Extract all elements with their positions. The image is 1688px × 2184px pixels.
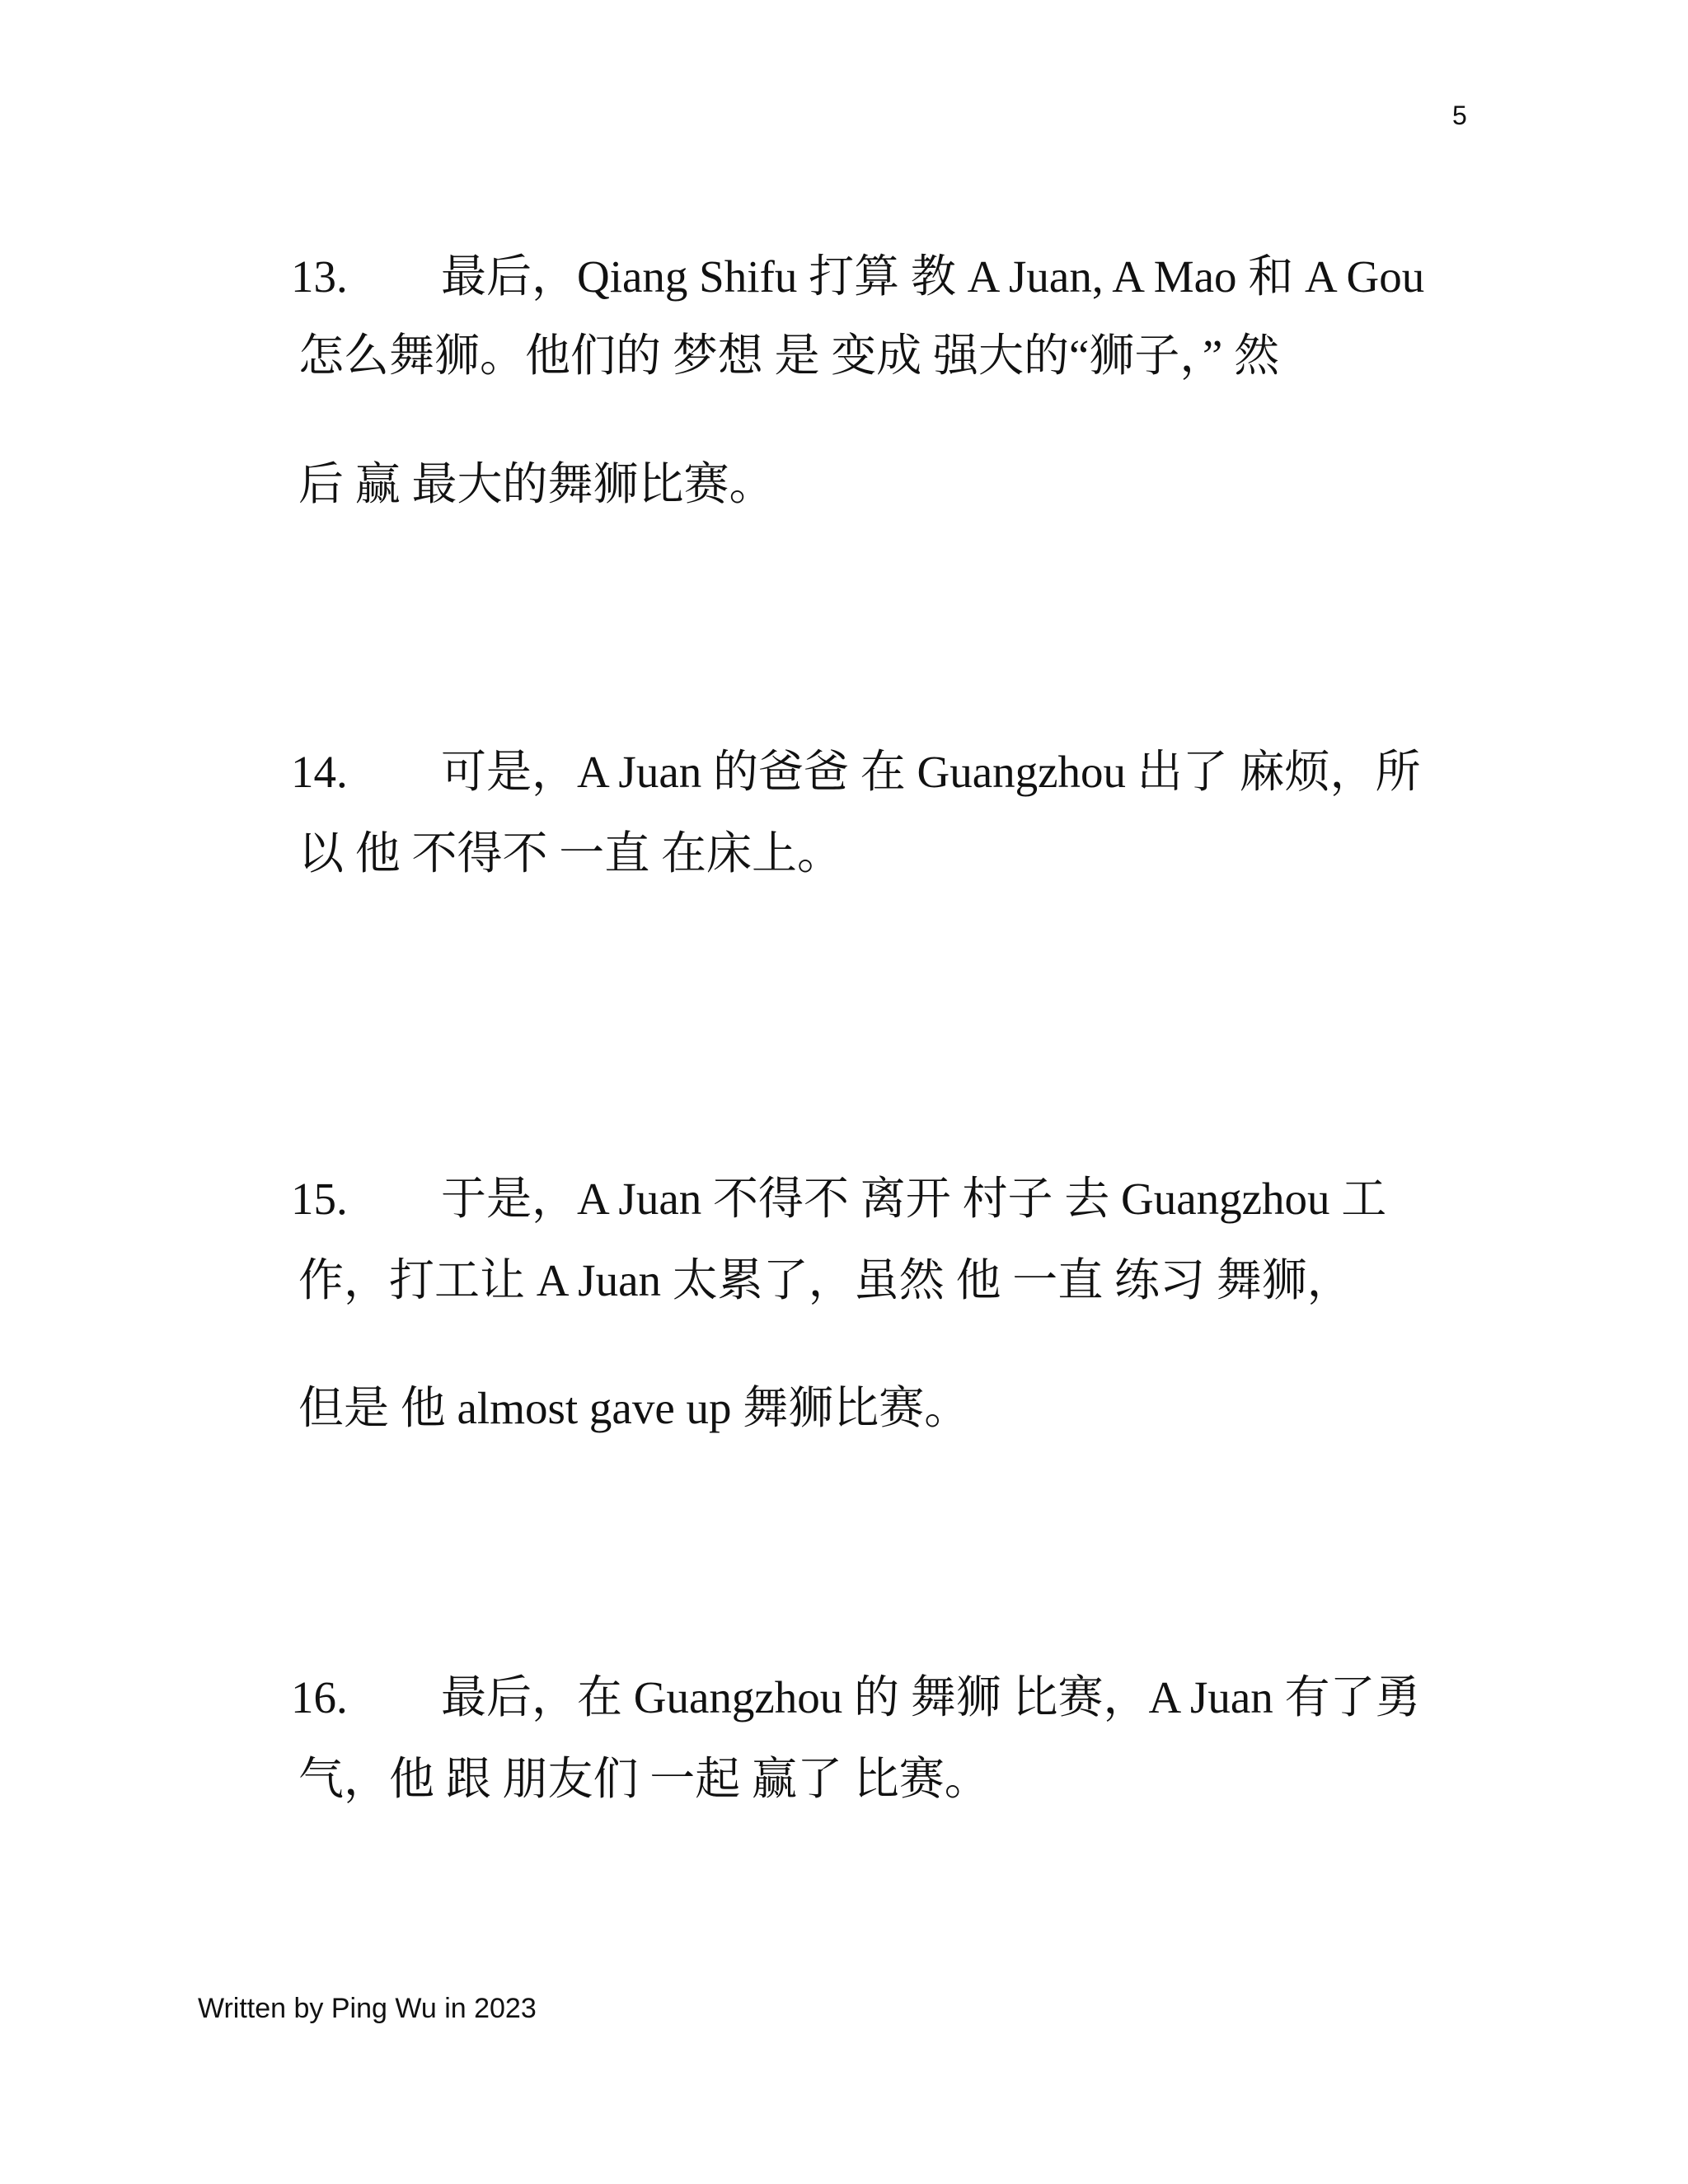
paragraph-number: 15. [291,1174,348,1224]
paragraph-line [246,704,1421,840]
paragraph-line: 作，打工让 A Juan 太累了，虽然 他 一直 练习 舞狮， [298,1255,1353,1305]
paragraph-line: 但是 他 almost gave up 舞狮比赛。 [298,1383,970,1433]
paragraph-line [246,1629,1421,1765]
paragraph-text: 最后，Qiang Shifu 打算 教 A Juan, A Mao 和 A Gou [441,251,1425,302]
paragraph-line [246,1131,1386,1267]
paragraph-line: 以 他 不得不 一直 在床上。 [298,828,843,879]
paragraph-line: 怎么舞狮。他们的 梦想 是 变成 强大的“狮子，” 然 [298,330,1280,381]
paragraph-line: 后 赢 最大的舞狮比赛。 [298,459,775,509]
paragraph-text: 可是，A Juan 的爸爸 在 Guangzhou 出了 麻烦，所 [441,747,1421,797]
paragraph-number: 14. [291,747,348,797]
paragraph-text: 最后，在 Guangzhou 的 舞狮 比赛，A Juan 有了勇 [441,1672,1421,1722]
paragraph-line [246,209,1424,344]
paragraph-number: 16. [291,1672,348,1722]
footer-credit: Written by Ping Wu in 2023 [198,1993,537,2024]
page-number: 5 [1452,101,1467,130]
paragraph-text: 于是，A Juan 不得不 离开 村子 去 Guangzhou 工 [441,1174,1387,1224]
paragraph-number: 13. [291,251,348,302]
paragraph-line: 气，他 跟 朋友们 一起 赢了 比赛。 [298,1754,990,1804]
